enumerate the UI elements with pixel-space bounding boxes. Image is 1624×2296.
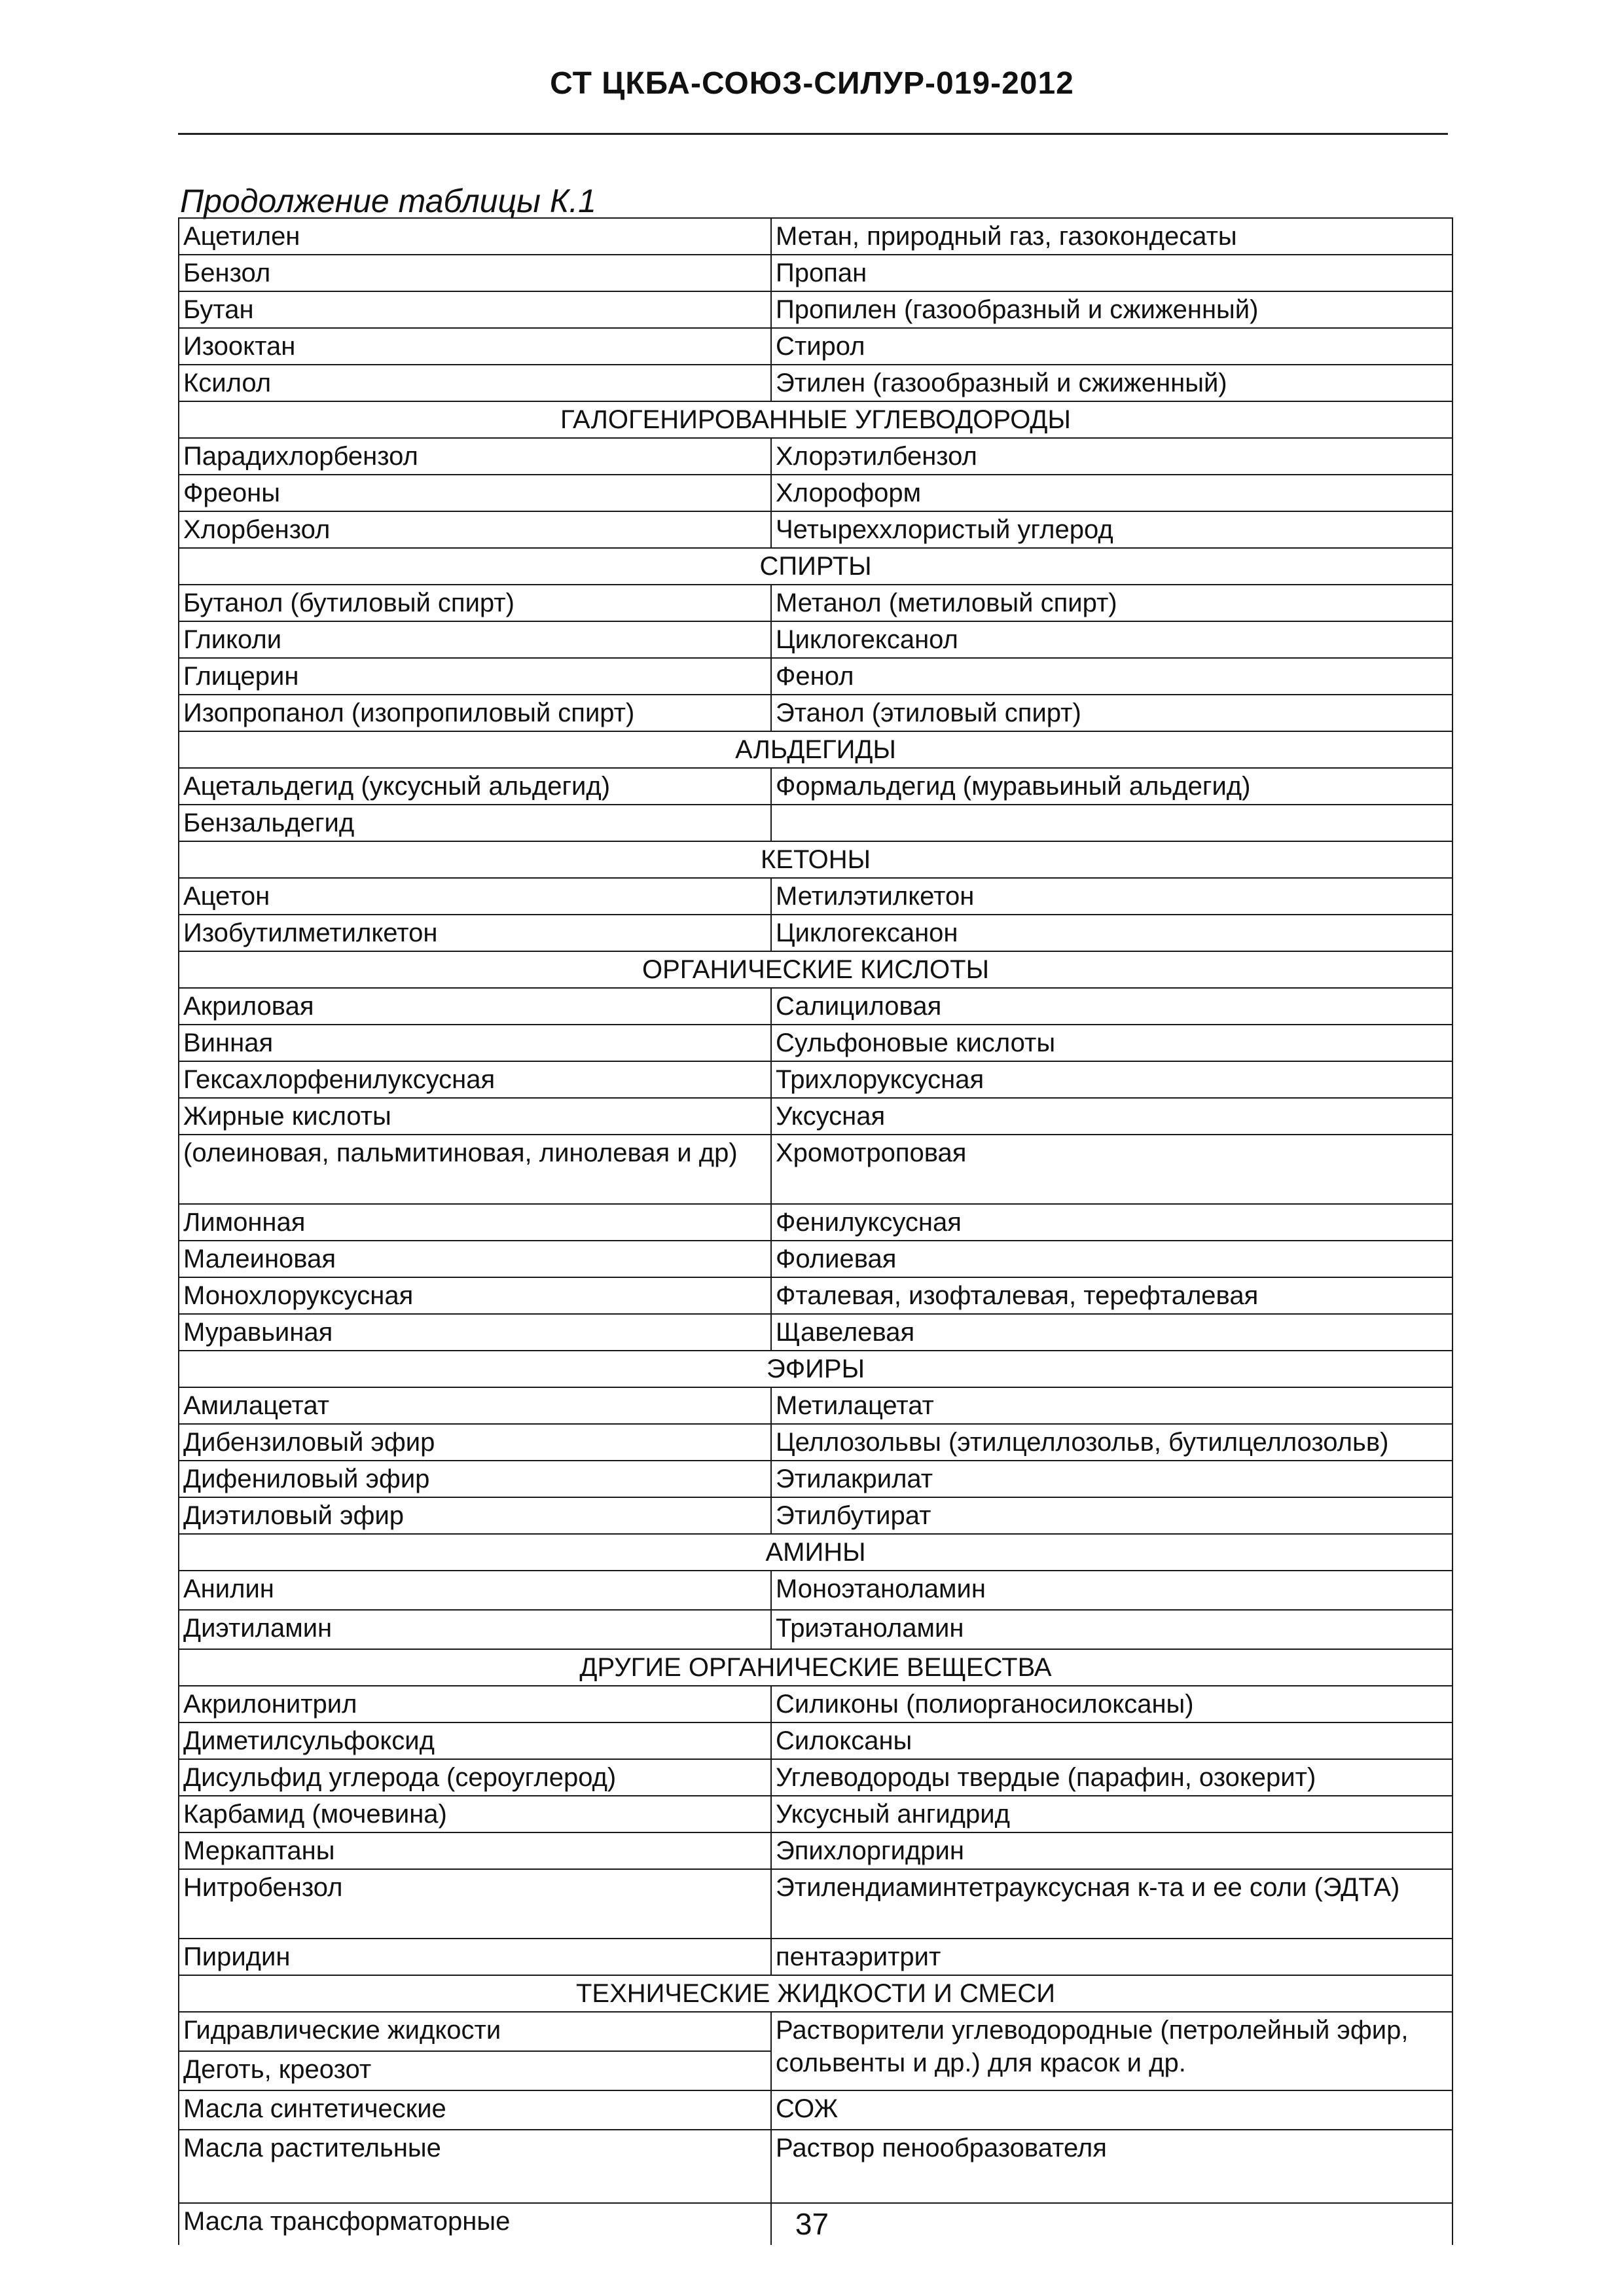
section-header: АМИНЫ [179,1534,1453,1571]
table-row [179,1241,1453,1277]
table-row [179,1424,1453,1461]
right-cell: Силоксаны [771,1722,1453,1759]
table-row [179,1571,1453,1610]
section-row [179,1351,1453,1387]
left-cell: Акрилонитрил [179,1686,771,1722]
left-cell: Меркаптаны [179,1832,771,1869]
right-cell: Циклогексанол [771,621,1453,658]
right-cell: Стирол [771,328,1453,365]
section-row [179,951,1453,988]
table-row [179,1939,1453,1975]
right-cell: Трихлоруксусная [771,1061,1453,1098]
right-cell: Хромотроповая [771,1135,1453,1204]
left-cell: Лимонная [179,1204,771,1241]
section-row [179,401,1453,438]
table-row [179,1135,1453,1204]
table-row [179,1025,1453,1061]
right-cell: Четыреххлористый углерод [771,511,1453,548]
table-row [179,695,1453,731]
right-cell: Силиконы (полиорганосилоксаны) [771,1686,1453,1722]
table-row [179,1061,1453,1098]
table-row [179,2090,1453,2130]
right-cell: Фенол [771,658,1453,695]
left-cell: Нитробензол [179,1869,771,1939]
right-cell: Хлорэтилбензол [771,438,1453,475]
section-header: ЭФИРЫ [179,1351,1453,1387]
right-cell: Этилен (газообразный и сжиженный) [771,365,1453,401]
left-cell: Масла растительные [179,2130,771,2203]
left-cell: Малеиновая [179,1241,771,1277]
left-cell: Бутанол (бутиловый спирт) [179,585,771,621]
table-row [179,365,1453,401]
right-cell: Метан, природный газ, газокондесаты [771,218,1453,255]
table-row [179,1387,1453,1424]
right-cell: Раствор пенообразователя [771,2130,1453,2203]
left-cell: Хлорбензол [179,511,771,548]
table-row [179,2130,1453,2203]
section-header: СПИРТЫ [179,548,1453,585]
left-cell: Масла трансформаторные [179,2203,771,2245]
left-cell: Винная [179,1025,771,1061]
right-cell: Фталевая, изофталевая, терефталевая [771,1277,1453,1314]
right-cell: Щавелевая [771,1314,1453,1351]
left-cell: Муравьиная [179,1314,771,1351]
table-row [179,2012,1453,2051]
right-cell: Этанол (этиловый спирт) [771,695,1453,731]
right-cell [771,805,1453,841]
left-cell: Ксилол [179,365,771,401]
right-cell: Эпихлоргидрин [771,1832,1453,1869]
section-header: КЕТОНЫ [179,841,1453,878]
left-cell: Изобутилметилкетон [179,915,771,951]
left-cell: Бутан [179,291,771,328]
left-cell: Амилацетат [179,1387,771,1424]
right-cell: Моноэтаноламин [771,1571,1453,1610]
left-cell: Деготь, креозот [179,2051,771,2090]
right-cell: СОЖ [771,2090,1453,2130]
right-cell: Метилацетат [771,1387,1453,1424]
left-cell: Бензальдегид [179,805,771,841]
right-cell: Этилендиаминтетрауксусная к-та и ее соли (ЭДТА) [771,1869,1453,1939]
table-row [179,328,1453,365]
section-header: ГАЛОГЕНИРОВАННЫЕ УГЛЕВОДОРОДЫ [179,401,1453,438]
left-cell: Изопропанол (изопропиловый спирт) [179,695,771,731]
left-cell: Ацетилен [179,218,771,255]
table-row [179,291,1453,328]
right-cell: Углеводороды твердые (парафин, озокерит) [771,1759,1453,1796]
left-cell: Парадихлорбензол [179,438,771,475]
section-row [179,1649,1453,1686]
table-row [179,1832,1453,1869]
section-row [179,1534,1453,1571]
section-header: ДРУГИЕ ОРГАНИЧЕСКИЕ ВЕЩЕСТВА [179,1649,1453,1686]
right-cell: Салициловая [771,988,1453,1025]
left-cell: Гидравлические жидкости [179,2012,771,2051]
table-row [179,1759,1453,1796]
right-cell: Метанол (метиловый спирт) [771,585,1453,621]
table-row [179,1277,1453,1314]
table-row [179,1204,1453,1241]
table-row [179,988,1453,1025]
table-row [179,621,1453,658]
table-continuation-caption: Продолжение таблицы К.1 [180,183,596,219]
table-row [179,1098,1453,1135]
left-cell: Диметилсульфоксид [179,1722,771,1759]
left-cell: Монохлоруксусная [179,1277,771,1314]
left-cell: Карбамид (мочевина) [179,1796,771,1832]
right-cell: пентаэритрит [771,1939,1453,1975]
left-cell: Диэтиловый эфир [179,1497,771,1534]
left-cell: Дисульфид углерода (сероуглерод) [179,1759,771,1796]
table-row [179,475,1453,511]
left-cell: Бензол [179,255,771,291]
table-row [179,805,1453,841]
right-cell: Триэтаноламин [771,1610,1453,1649]
table-row [179,511,1453,548]
section-row [179,841,1453,878]
page-number: 37 [795,2207,829,2241]
left-cell: Диэтиламин [179,1610,771,1649]
header-divider [178,133,1448,135]
table-row [179,1461,1453,1497]
left-cell: Глицерин [179,658,771,695]
right-cell: Пропан [771,255,1453,291]
table-row [179,1686,1453,1722]
left-cell: Пиридин [179,1939,771,1975]
table-row [179,658,1453,695]
section-row [179,548,1453,585]
table-row [179,1497,1453,1534]
section-header: ТЕХНИЧЕСКИЕ ЖИДКОСТИ И СМЕСИ [179,1975,1453,2012]
left-cell: Гликоли [179,621,771,658]
table-row [179,1869,1453,1939]
right-cell: Уксусный ангидрид [771,1796,1453,1832]
left-cell: Гексахлорфенилуксусная [179,1061,771,1098]
table-row [179,1722,1453,1759]
left-cell: Ацетон [179,878,771,915]
table-row [179,218,1453,255]
right-cell: Растворители углеводородные (петролейный эфир, сольвенты и др.) для красок и др. [771,2012,1453,2090]
table-row [179,1796,1453,1832]
section-header: АЛЬДЕГИДЫ [179,731,1453,768]
right-cell: Хлороформ [771,475,1453,511]
left-cell: Ацетальдегид (уксусный альдегид) [179,768,771,805]
right-cell: Циклогексанон [771,915,1453,951]
left-cell: (олеиновая, пальмитиновая, линолевая и др) [179,1135,771,1204]
left-cell: Анилин [179,1571,771,1610]
right-cell: Фолиевая [771,1241,1453,1277]
left-cell: Дибензиловый эфир [179,1424,771,1461]
right-cell: Пропилен (газообразный и сжиженный) [771,291,1453,328]
right-cell: Этилакрилат [771,1461,1453,1497]
right-cell: Уксусная [771,1098,1453,1135]
table-row [179,255,1453,291]
left-cell: Масла синтетические [179,2090,771,2130]
right-cell: Этилбутират [771,1497,1453,1534]
document-code-header: СТ ЦКБА-СОЮЗ-СИЛУР-019-2012 [550,66,1074,101]
left-cell: Жирные кислоты [179,1098,771,1135]
right-cell: Метилэтилкетон [771,878,1453,915]
left-cell: Акриловая [179,988,771,1025]
table-row [179,1610,1453,1649]
left-cell: Фреоны [179,475,771,511]
left-cell: Дифениловый эфир [179,1461,771,1497]
right-cell: Формальдегид (муравьиный альдегид) [771,768,1453,805]
left-cell: Изооктан [179,328,771,365]
table-row [179,1314,1453,1351]
table-row [179,438,1453,475]
section-row [179,1975,1453,2012]
right-cell: Фенилуксусная [771,1204,1453,1241]
table-row [179,915,1453,951]
chemical-resistance-table [178,217,1453,2245]
table-row [179,878,1453,915]
right-cell: Сульфоновые кислоты [771,1025,1453,1061]
section-row [179,731,1453,768]
right-cell: Целлозольвы (этилцеллозольв, бутилцеллозольв) [771,1424,1453,1461]
section-header: ОРГАНИЧЕСКИЕ КИСЛОТЫ [179,951,1453,988]
table-row [179,585,1453,621]
table-row [179,768,1453,805]
